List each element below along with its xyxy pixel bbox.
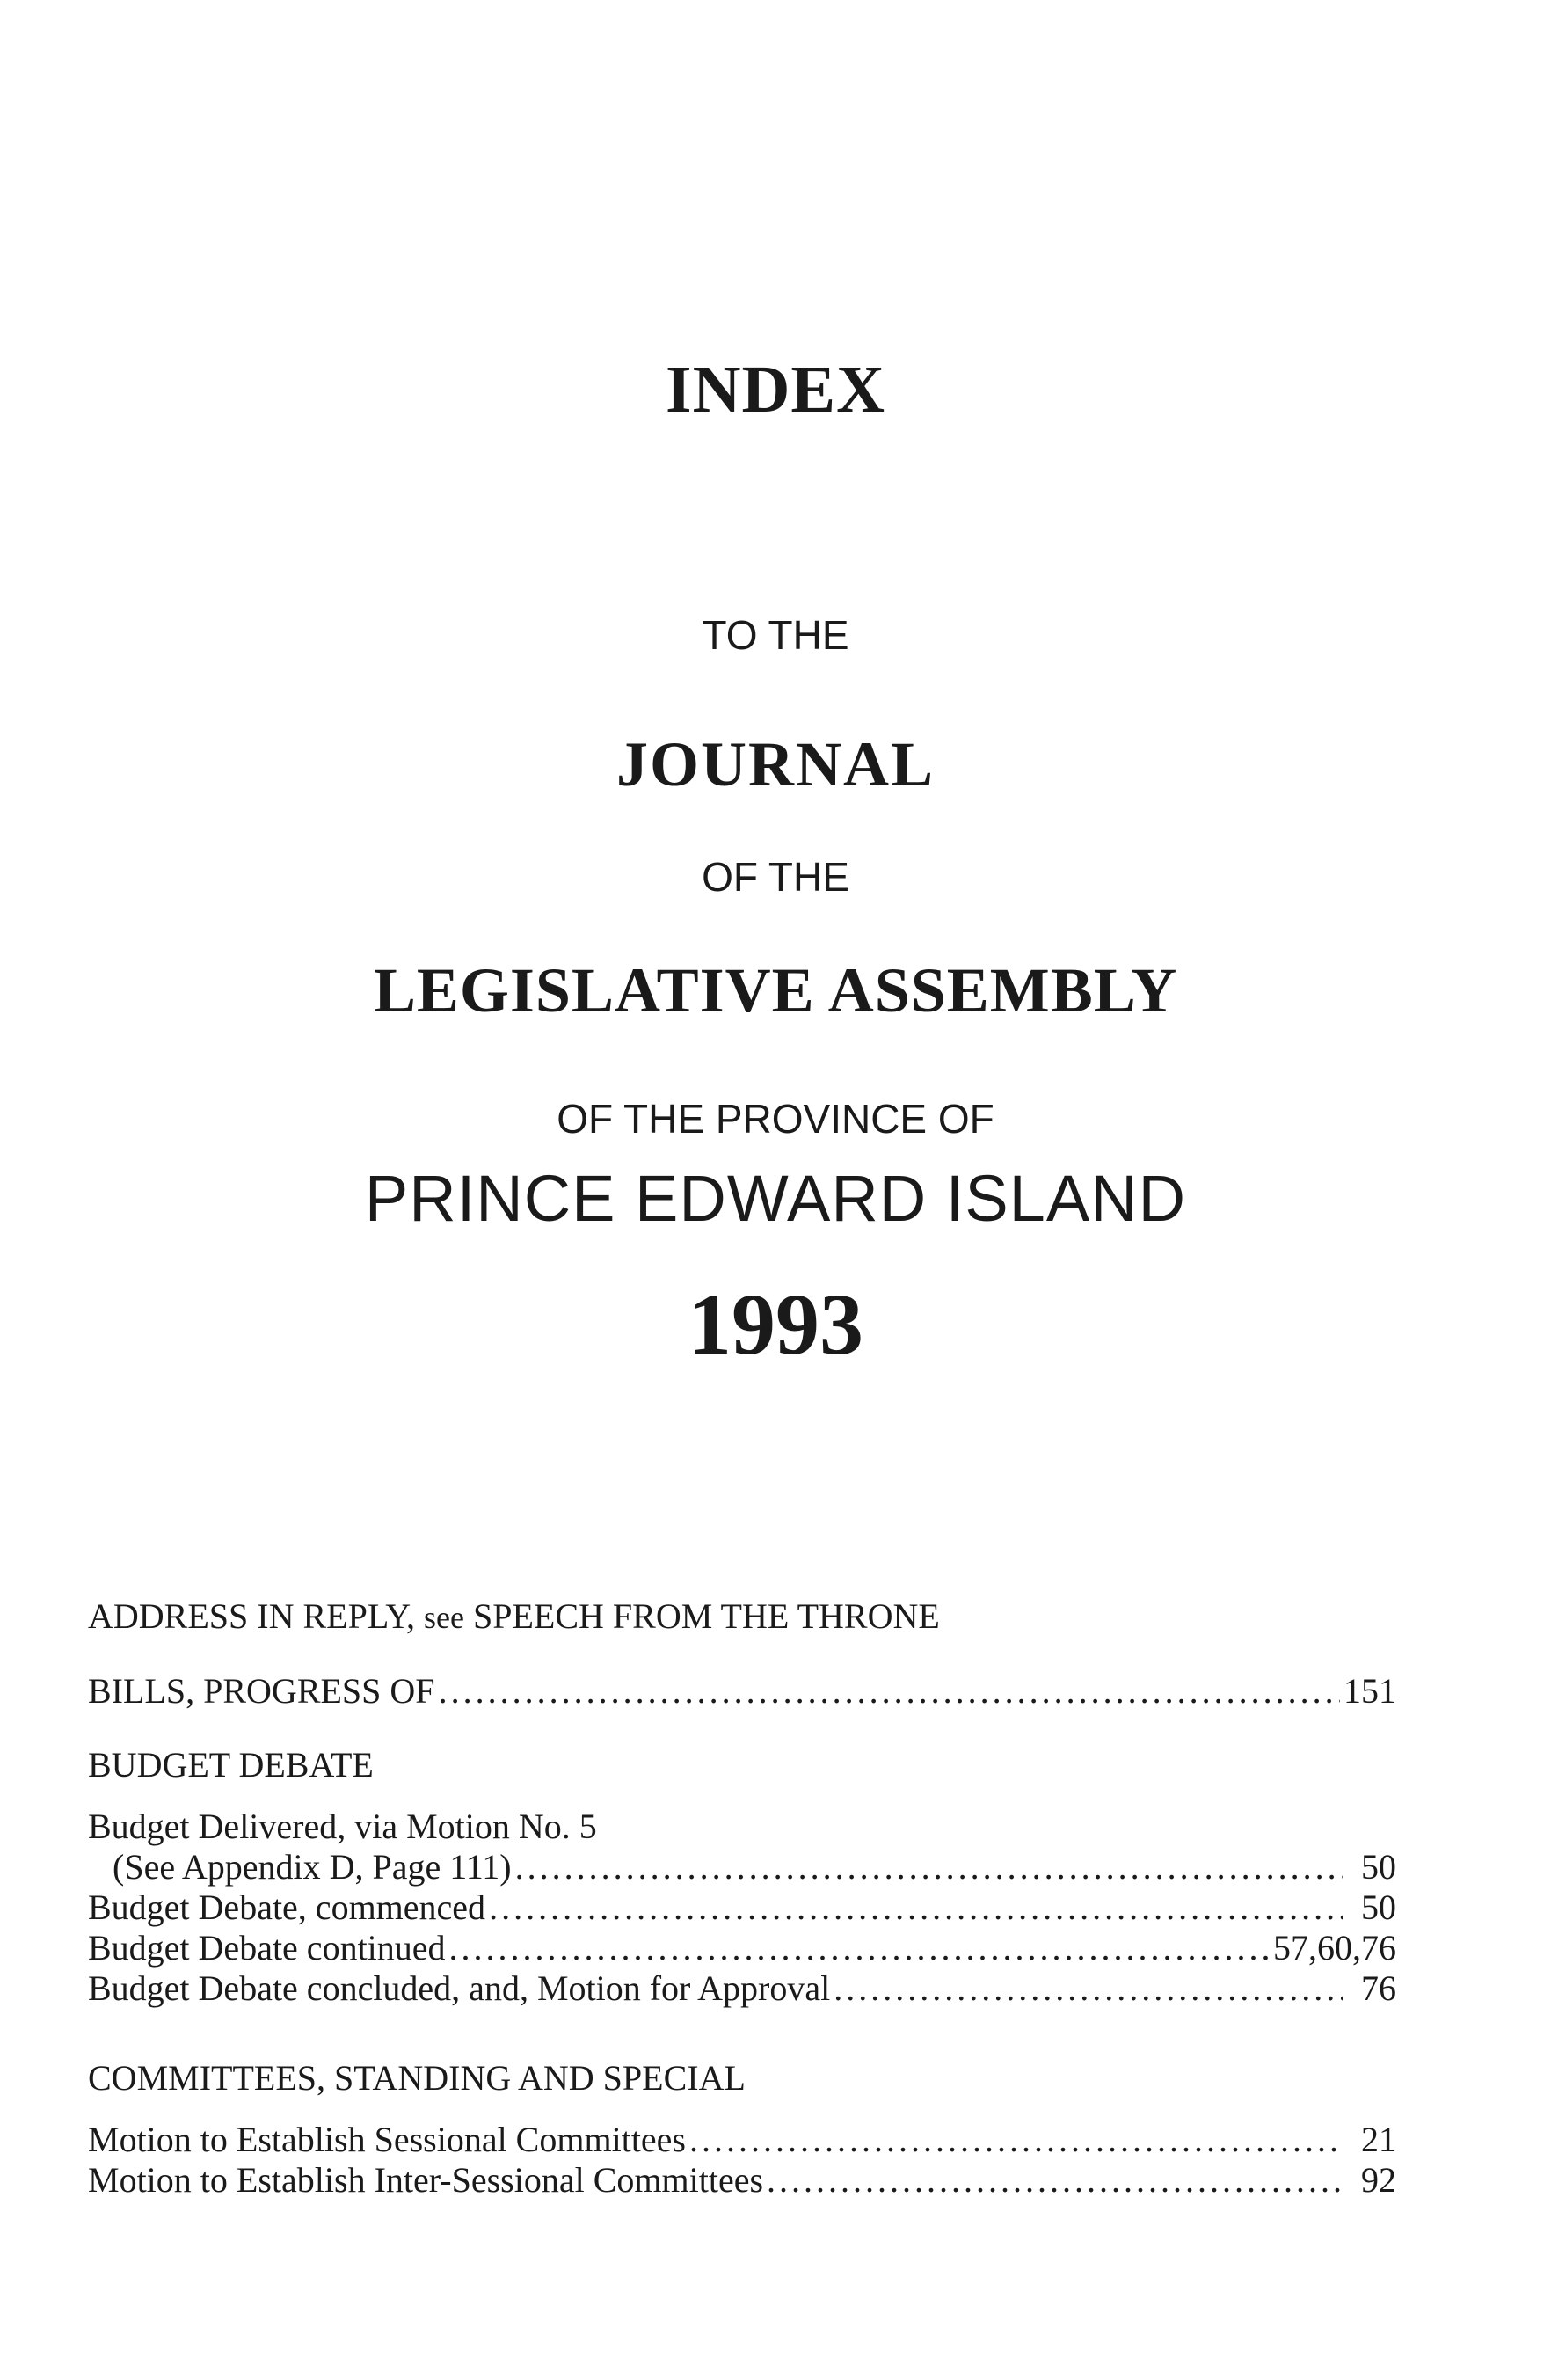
entry-address-in-reply: [88, 1596, 1396, 1638]
leader-dots: [449, 1928, 1270, 1968]
leader-dots: [439, 1671, 1340, 1712]
list-item: [88, 2160, 1396, 2201]
budget-item-label: Budget Debate continued: [88, 1928, 446, 1968]
to-the-line: TO THE: [702, 612, 849, 658]
list-item: [88, 2120, 1396, 2160]
year-title: 1993: [688, 1275, 863, 1373]
leader-dots: [489, 1887, 1343, 1928]
committee-item-page: 21: [1361, 2120, 1396, 2159]
index-title: INDEX: [666, 353, 885, 427]
section-heading-committees: COMMITTEES, STANDING AND SPECIAL: [88, 2058, 746, 2098]
journal-title: JOURNAL: [615, 729, 935, 799]
budget-item-label: (See Appendix D, Page 111): [113, 1847, 512, 1887]
list-item: [88, 1968, 1396, 2009]
entry-address-see: see: [424, 1600, 464, 1635]
list-item: [88, 1807, 1396, 1847]
leader-dots: [515, 1847, 1343, 1887]
budget-item-label: Budget Debate, commenced: [88, 1887, 486, 1927]
entry-bills-label: BILLS, PROGRESS OF: [88, 1671, 435, 1711]
entry-bills-page: 151: [1343, 1671, 1396, 1711]
committee-item-label: Motion to Establish Inter-Sessional Committees: [88, 2160, 764, 2200]
budget-item-page: 76: [1361, 1968, 1396, 2008]
entry-address-label: ADDRESS IN REPLY,: [88, 1596, 415, 1636]
list-item: [88, 1928, 1396, 1968]
province-name: PRINCE EDWARD ISLAND: [364, 1162, 1187, 1235]
assembly-title: LEGISLATIVE ASSEMBLY: [373, 955, 1178, 1026]
index-entries: [88, 1596, 1396, 2201]
leader-dots: [689, 2120, 1343, 2160]
budget-item-label: Budget Delivered, via Motion No. 5: [88, 1807, 597, 1846]
budget-item-label: Budget Debate concluded, and, Motion for Approval: [88, 1968, 831, 2008]
budget-item-page: 57,60,76: [1273, 1928, 1396, 1968]
list-item: [88, 1847, 1396, 1887]
section-heading-budget: BUDGET DEBATE: [88, 1745, 374, 1785]
committee-item-label: Motion to Establish Sessional Committees: [88, 2120, 686, 2159]
budget-item-page: 50: [1361, 1887, 1396, 1927]
leader-dots: [834, 1968, 1343, 2009]
list-item: [88, 1887, 1396, 1928]
entry-address-target: SPEECH FROM THE THRONE: [472, 1596, 940, 1636]
budget-item-page: 50: [1361, 1847, 1396, 1887]
committee-item-page: 92: [1361, 2160, 1396, 2200]
of-the-line: OF THE: [702, 854, 849, 900]
entry-bills: [88, 1671, 1396, 1712]
leader-dots: [767, 2160, 1343, 2201]
province-of-line: OF THE PROVINCE OF: [557, 1096, 994, 1142]
